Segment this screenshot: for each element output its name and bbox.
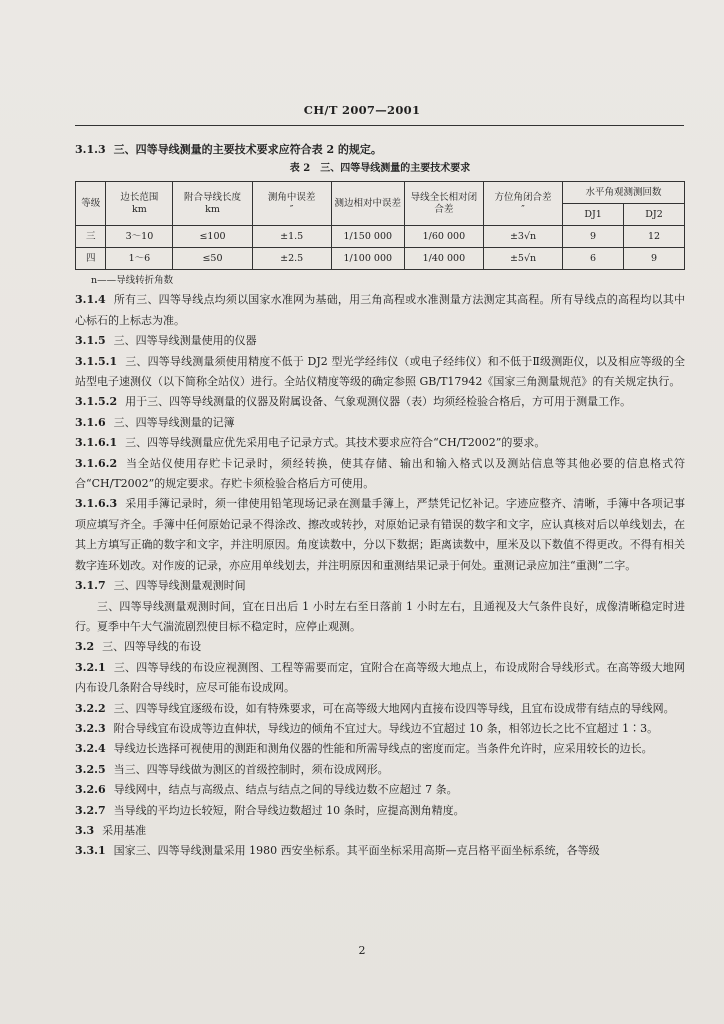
clause-number: 3.2.7 <box>75 803 106 817</box>
paragraph-3-2 <box>75 637 685 657</box>
cell-angle-error: ±1.5 <box>252 226 331 248</box>
table-note: n——导线转折角数 <box>91 275 174 287</box>
paragraph-3-1-6 <box>75 413 685 433</box>
cell-azimuth-closure: ±3√n <box>483 226 562 248</box>
paragraph-3-2-4 <box>75 739 685 759</box>
clause-number: 3.1.7 <box>75 579 106 593</box>
header-total-rel-error: 导线全长相对闭合差 <box>404 182 483 226</box>
clause-number: 3.1.5.2 <box>75 395 118 409</box>
clause-number: 3.2.2 <box>75 701 106 715</box>
page-number: 2 <box>358 944 366 957</box>
clause-text: 三、四等导线测量应优先采用电子记录方式。其技术要求应符合“CH/T2002”的要求。 <box>125 436 546 450</box>
clause-number: 3.1.6.3 <box>75 497 118 511</box>
cell-dj1: 6 <box>563 248 624 270</box>
header-side-range: 边长范围 km <box>106 182 173 226</box>
clause-text: 导线边长选择可视使用的测距和测角仪器的性能和所需导线点的密度而定。当条件允许时，应采用较长的边长。 <box>113 742 653 756</box>
clause-number: 3.1.5 <box>75 334 106 348</box>
paragraph-3-1-6-2 <box>75 454 685 495</box>
paragraph-3-1-7 <box>75 576 685 596</box>
header-side-rel-error: 测边相对中误差 <box>331 182 404 226</box>
paragraph-3-1-4 <box>75 290 685 331</box>
clause-text: 当三、四等导线做为测区的首级控制时，须布设成网形。 <box>113 762 389 776</box>
clause-text: 附合导线宜布设成等边直伸状，导线边的倾角不宜过大。导线边不宜超过 10 条，相邻边长之比不宜超过 1∶3。 <box>113 721 659 735</box>
clause-number: 3.2 <box>75 640 95 654</box>
clause-text: 用于三、四等导线测量的仪器及附属设备、气象观测仪器（表）均须经检验合格后，方可用于测量工作。 <box>125 395 632 409</box>
cell-angle-error: ±2.5 <box>252 248 331 270</box>
paragraph-3-3-1 <box>75 841 685 861</box>
clause-text: 三、四等导线测量观测时间 <box>113 579 246 593</box>
clause-text: 三、四等导线测量须使用精度不低于 DJ2 型光学经纬仪（或电子经纬仪）和不低于Ⅱ级测距仪，以及相应等级的全站型电子速测仪（以下简称全站仪）进行。全站仪精度等级的确定参照 GB/T17942《国家三角测量规范》的有关规定执行。 <box>75 354 685 389</box>
header-rule <box>75 125 684 126</box>
paragraph-3-2-1 <box>75 658 685 699</box>
clause-number: 3.1.6.1 <box>75 436 118 450</box>
standard-code-header: CH/T 2007—2001 <box>303 103 421 117</box>
header-rounds: 水平角观测测回数 <box>563 182 685 204</box>
table-row <box>76 226 685 248</box>
paragraph-3-1-3 <box>75 140 685 160</box>
cell-side-range: 3～10 <box>106 226 173 248</box>
cell-grade: 四 <box>76 248 106 270</box>
clause-text: 三、四等导线宜逐级布设，如有特殊要求，可在高等级大地网内直接布设四等导线，且宜布设成带有结点的导线网。 <box>113 701 675 715</box>
clause-number: 3.1.5.1 <box>75 354 118 368</box>
header-grade: 等级 <box>76 182 106 226</box>
clause-text: 三、四等导线的布设应视测图、工程等需要而定，宜附合在高等级大地点上，布设成附合导线形式。在高等级大地网内布设几条附合导线时，应尽可能布设成网。 <box>75 660 685 695</box>
cell-side-range: 1～6 <box>106 248 173 270</box>
cell-total-rel-error: 1/60 000 <box>404 226 483 248</box>
paragraph-3-2-7 <box>75 801 685 821</box>
paragraph-3-1-5-1 <box>75 352 685 393</box>
table-row <box>76 248 685 270</box>
paragraph-3-1-7-body: 三、四等导线测量观测时间，宜在日出后 1 小时左右至日落前 1 小时左右，且通视及大气条件良好，成像清晰稳定时进行。夏季中午大气湍流剧烈使目标不稳定时，应停止观测。 <box>75 599 685 633</box>
clause-number: 3.2.6 <box>75 783 106 797</box>
header-dj1: DJ1 <box>563 204 624 226</box>
cell-side-rel-error: 1/150 000 <box>331 226 404 248</box>
table-title: 表 2 三、四等导线测量的主要技术要求 <box>289 163 471 175</box>
paragraph-3-1-5 <box>75 331 685 351</box>
cell-dj2: 9 <box>624 248 685 270</box>
clause-number: 3.1.4 <box>75 293 106 307</box>
clause-number: 3.1.3 <box>75 143 106 156</box>
clause-text: 三、四等导线测量的记簿 <box>113 415 235 429</box>
clause-number: 3.1.6.2 <box>75 456 118 470</box>
paragraph-3-1-5-2 <box>75 392 685 412</box>
clause-number: 3.2.3 <box>75 721 106 735</box>
cell-dj1: 9 <box>563 226 624 248</box>
clause-number: 3.2.1 <box>75 660 106 674</box>
clause-number: 3.2.4 <box>75 742 106 756</box>
cell-attached-length: ≤50 <box>173 248 252 270</box>
clause-text: 三、四等导线测量使用的仪器 <box>113 334 257 348</box>
clause-number: 3.2.5 <box>75 762 106 776</box>
paragraph-3-2-3 <box>75 719 685 739</box>
cell-side-rel-error: 1/100 000 <box>331 248 404 270</box>
clause-text: 所有三、四等导线点均须以国家水准网为基础，用三角高程或水准测量方法测定其高程。所有导线点的高程均以其中心标石的上标志为准。 <box>75 293 685 327</box>
technical-requirements-table <box>75 181 685 270</box>
paragraph-3-2-6 <box>75 780 685 800</box>
cell-dj2: 12 <box>624 226 685 248</box>
header-attached-length: 附合导线长度 km <box>173 182 252 226</box>
paragraph-3-2-5 <box>75 760 685 780</box>
clause-text: 当导线的平均边长较短，附合导线边数超过 10 条时，应提高测角精度。 <box>113 803 465 817</box>
header-dj2: DJ2 <box>624 204 685 226</box>
clause-number: 3.3 <box>75 823 95 837</box>
clause-text: 采用基准 <box>102 823 147 837</box>
document-body <box>75 140 685 862</box>
header-azimuth-closure: 方位角闭合差 ″ <box>483 182 562 226</box>
clause-text: 国家三、四等导线测量采用 1980 西安坐标系。其平面坐标采用高斯—克吕格平面坐标系统，各等级 <box>113 844 600 858</box>
clause-text: 导线网中，结点与高级点、结点与结点之间的导线边数不应超过 7 条。 <box>113 783 458 797</box>
clause-text: 采用手簿记录时，须一律使用铅笔现场记录在测量手簿上，严禁凭记忆补记。字迹应整齐、清晰，手簿中各项记事项应填写齐全。手簿中任何原始记录不得涂改、擦改或转抄，对原始记录有错误的数字和文字，应认真核对后以单线划去，在其上方填写正确的数字和文字，并注明原因。角度读数中，分以下数据；距离读数中，厘米及以下数值不得更改。不得有相关数字连环划改。对作废的记录，亦应用单线划去，并注明原因和重测结果记录于何处。重测记录应加注“重测”二字。 <box>75 497 685 572</box>
header-angle-error: 测角中误差 ″ <box>252 182 331 226</box>
clause-number: 3.3.1 <box>75 844 106 858</box>
clause-text: 三、四等导线的布设 <box>102 640 202 654</box>
clause-number: 3.1.6 <box>75 415 106 429</box>
cell-attached-length: ≤100 <box>173 226 252 248</box>
paragraph-3-1-6-3 <box>75 494 685 576</box>
paragraph-3-3 <box>75 821 685 841</box>
cell-grade: 三 <box>76 226 106 248</box>
clause-text: 三、四等导线测量的主要技术要求应符合表 2 的规定。 <box>113 143 382 156</box>
cell-azimuth-closure: ±5√n <box>483 248 562 270</box>
cell-total-rel-error: 1/40 000 <box>404 248 483 270</box>
clause-text: 当全站仪使用存贮卡记录时，须经转换，使其存储、输出和输入格式以及测站信息等其他必要的信息格式符合“CH/T2002”的规定要求。存贮卡须检验合格后方可使用。 <box>75 456 685 491</box>
paragraph-3-1-6-1 <box>75 433 685 453</box>
paragraph-3-2-2 <box>75 699 685 719</box>
